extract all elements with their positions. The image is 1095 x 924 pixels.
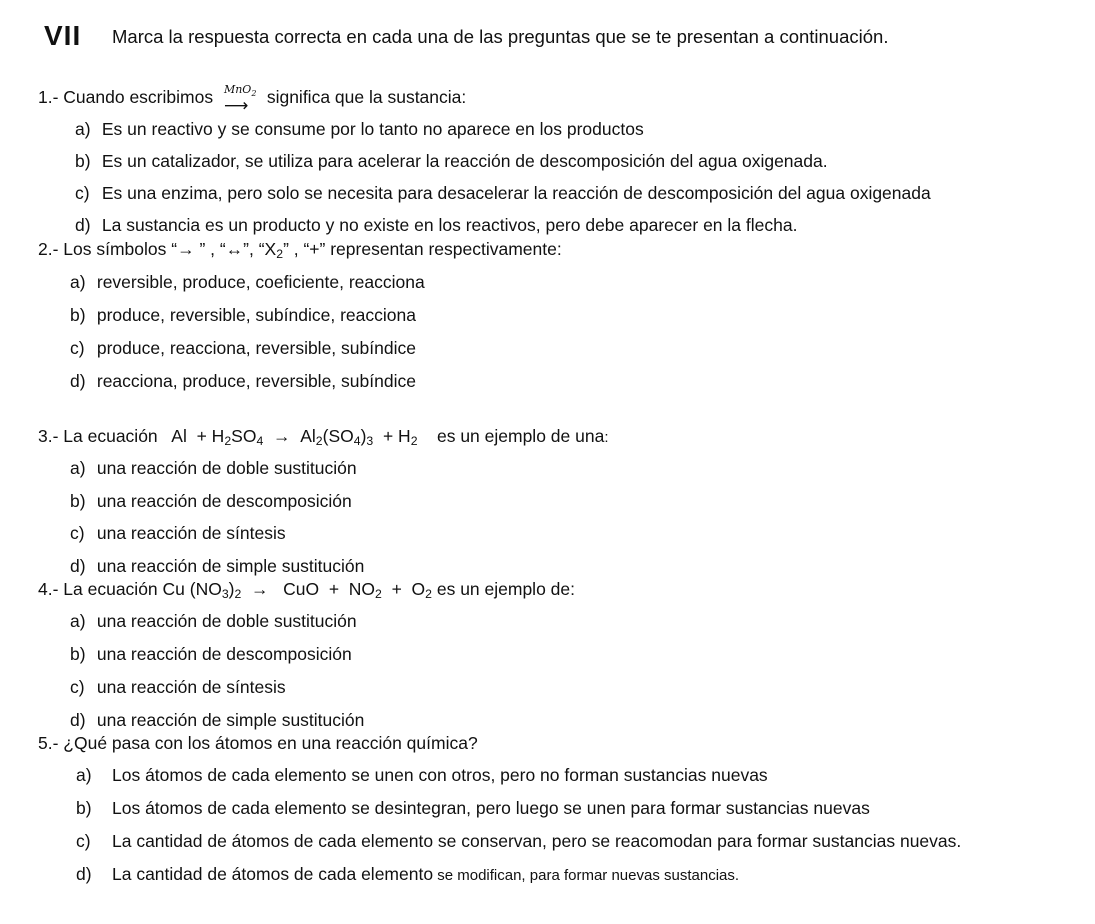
q1-option-c: c) Es una enzima, pero solo se necesita para desacelerar la reacción de descomposición del agua oxigenada	[75, 183, 931, 203]
catalyst-arrow	[218, 83, 262, 116]
question-1-suffix: significa que la sustancia:	[266, 87, 467, 107]
q5-option-d: d) La cantidad de átomos de cada elemento se modifican, para formar nuevas sustancias.	[76, 864, 740, 884]
q4-option-b: b) una reacción de descomposición	[70, 644, 352, 664]
arrow-icon: →	[273, 426, 291, 446]
q4-option-a: a) una reacción de doble sustitución	[70, 611, 357, 631]
question-1	[38, 83, 467, 116]
q5-option-a: a) Los átomos de cada elemento se unen con otros, pero no forman sustancias nuevas	[76, 765, 768, 785]
question-2: 2.- Los símbolos “→ ” , “↔”, “$X_2$” , “+” representan respectivamente:	[38, 239, 562, 262]
question-3-prefix: 3.- La ecuación	[38, 426, 158, 446]
q2-option-a: a) reversible, produce, coeficiente, reacciona	[70, 272, 425, 292]
q2-option-b: b) produce, reversible, subíndice, reacciona	[70, 305, 416, 325]
q4-option-d: d) una reacción de simple sustitución	[70, 710, 365, 730]
q1-option-a: a) Es un reactivo y se consume por lo tanto no aparece en los productos	[75, 119, 644, 139]
q4-option-c: c) una reacción de síntesis	[70, 677, 286, 697]
section-number: VII	[44, 20, 82, 51]
q3-option-d: d) una reacción de simple sustitución	[70, 556, 365, 576]
equation-3: $Al + H_2SO_4 \to Al_2(SO_4)_3 + H_2$	[171, 426, 418, 449]
q3-option-a: a) una reacción de doble sustitución	[70, 458, 357, 478]
q5-option-b: b) Los átomos de cada elemento se desintegran, pero luego se unen para formar sustancias nuevas	[76, 798, 870, 818]
q2-option-d: d) reacciona, produce, reversible, subíndice	[70, 371, 416, 391]
q2-option-c: c) produce, reacciona, reversible, subíndice	[70, 338, 416, 358]
q1-option-d: d) La sustancia es un producto y no existe en los reactivos, pero debe aparecer en la flecha.	[75, 215, 798, 235]
q3-option-b: b) una reacción de descomposición	[70, 491, 352, 511]
arrow-icon: ⟶	[223, 96, 249, 116]
catalyst-label: MnO$_2$	[223, 83, 257, 99]
question-5: 5.- ¿Qué pasa con los átomos en una reacción química?	[38, 733, 478, 753]
instruction-text: Marca la respuesta correcta en cada una de las preguntas que se te presentan a continuación.	[112, 26, 889, 47]
question-1-prefix: 1.- Cuando escribimos	[38, 87, 214, 107]
question-3: 3.- La ecuación $Al + H_2SO_4 \to Al_2(SO_4)_3 + H_2$ es un ejemplo de una:	[38, 426, 609, 449]
q3-option-c: c) una reacción de síntesis	[70, 523, 286, 543]
question-4: 4.- La ecuación Cu $(NO_3)_2$ → CuO + $NO_2 + O_2$ es un ejemplo de:	[38, 579, 575, 602]
q1-option-b: b) Es un catalizador, se utiliza para acelerar la reacción de descomposición del agua oxigenada.	[75, 151, 828, 171]
q5-option-c: c) La cantidad de átomos de cada elemento se conservan, pero se reacomodan para formar sustancias nuevas.	[76, 831, 962, 851]
